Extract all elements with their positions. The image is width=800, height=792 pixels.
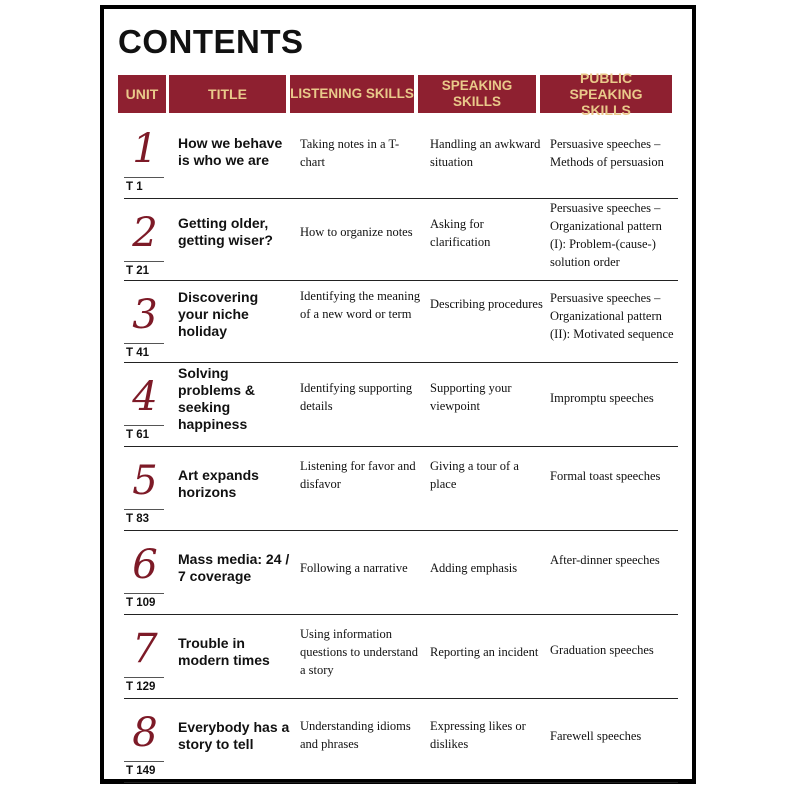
unit-title: Discovering your niche holiday bbox=[178, 289, 259, 339]
table-header bbox=[118, 70, 676, 118]
unit-title: Art expands horizons bbox=[178, 467, 259, 500]
unit-page: T 129 bbox=[126, 681, 156, 693]
listening-skill: Understanding idioms and phrases bbox=[300, 719, 411, 751]
row-divider bbox=[124, 782, 678, 784]
speaking-skill: Giving a tour of a place bbox=[430, 459, 519, 491]
unit-page: T 61 bbox=[126, 429, 150, 441]
listening-skill: Taking notes in a T-chart bbox=[300, 137, 400, 169]
unit-number: 7 bbox=[132, 626, 158, 672]
speaking-skill: Adding emphasis bbox=[430, 561, 518, 575]
unit-number: 5 bbox=[132, 458, 158, 504]
page-title: CONTENTS bbox=[118, 23, 304, 60]
unit-title: Getting older, getting wiser? bbox=[178, 215, 273, 248]
public-speaking-skill: After-dinner speeches bbox=[550, 553, 660, 567]
unit-number-underline bbox=[124, 677, 164, 678]
speaking-skill: Asking for clarification bbox=[430, 217, 491, 249]
header-title: TITLE bbox=[169, 75, 286, 113]
unit-title: Everybody has a story to tell bbox=[178, 719, 290, 752]
unit-row bbox=[118, 699, 678, 783]
public-speaking-skill: Impromptu speeches bbox=[550, 391, 654, 405]
header-unit: UNIT bbox=[118, 75, 166, 113]
unit-page: T 41 bbox=[126, 347, 150, 359]
unit-title: Solving problems & seeking happiness bbox=[178, 365, 256, 432]
listening-skill: Identifying supporting details bbox=[300, 381, 413, 413]
unit-number-underline bbox=[124, 177, 164, 178]
speaking-skill: Expressing likes or dislikes bbox=[430, 719, 526, 751]
unit-number-underline bbox=[124, 593, 164, 594]
listening-skill: Following a narrative bbox=[300, 561, 408, 575]
speaking-skill: Supporting your viewpoint bbox=[430, 381, 512, 413]
unit-page: T 21 bbox=[126, 265, 150, 277]
unit-row bbox=[118, 199, 678, 281]
contents-page bbox=[100, 5, 696, 784]
public-speaking-skill: Persuasive speeches – Organizational pattern (I): Problem-(cause-) solution order bbox=[550, 201, 662, 269]
speaking-skill: Describing procedures bbox=[430, 297, 543, 311]
header-public-speaking-skills: PUBLIC SPEAKING SKILLS bbox=[540, 75, 672, 113]
header-speaking-skills: SPEAKING SKILLS bbox=[418, 75, 536, 113]
unit-row bbox=[118, 447, 678, 531]
unit-page: T 149 bbox=[126, 765, 156, 777]
unit-number: 1 bbox=[132, 126, 158, 172]
public-speaking-skill: Persuasive speeches – Organizational pattern (II): Motivated sequence bbox=[550, 291, 674, 341]
unit-page: T 83 bbox=[126, 513, 150, 525]
listening-skill: Using information questions to understand a story bbox=[300, 627, 419, 677]
unit-row bbox=[118, 281, 678, 363]
speaking-skill: Reporting an incident bbox=[430, 645, 539, 659]
header-listening-skills: LISTENING SKILLS bbox=[290, 75, 414, 113]
unit-number: 3 bbox=[132, 292, 158, 338]
unit-title: Mass media: 24 / 7 coverage bbox=[178, 551, 290, 584]
unit-number: 2 bbox=[132, 210, 158, 256]
unit-number-underline bbox=[124, 509, 164, 510]
unit-number: 6 bbox=[132, 542, 158, 588]
unit-number-underline bbox=[124, 761, 164, 762]
listening-skill: How to organize notes bbox=[300, 225, 413, 239]
public-speaking-skill: Persuasive speeches – Methods of persuasion bbox=[550, 137, 664, 169]
speaking-skill: Handling an awkward situation bbox=[430, 137, 541, 169]
listening-skill: Identifying the meaning of a new word or term bbox=[300, 289, 421, 321]
unit-row bbox=[118, 615, 678, 699]
listening-skill: Listening for favor and disfavor bbox=[300, 459, 416, 491]
unit-row bbox=[118, 531, 678, 615]
unit-number: 4 bbox=[132, 374, 158, 420]
unit-number-underline bbox=[124, 425, 164, 426]
unit-page: T 1 bbox=[126, 181, 143, 193]
unit-row bbox=[118, 115, 678, 199]
unit-number-underline bbox=[124, 261, 164, 262]
unit-number: 8 bbox=[132, 710, 158, 756]
public-speaking-skill: Formal toast speeches bbox=[550, 469, 661, 483]
public-speaking-skill: Farewell speeches bbox=[550, 729, 642, 743]
unit-title: Trouble in modern times bbox=[178, 635, 270, 668]
unit-row bbox=[118, 363, 678, 447]
unit-page: T 109 bbox=[126, 597, 156, 609]
unit-title: How we behave is who we are bbox=[178, 135, 283, 168]
public-speaking-skill: Graduation speeches bbox=[550, 643, 654, 657]
unit-number-underline bbox=[124, 343, 164, 344]
